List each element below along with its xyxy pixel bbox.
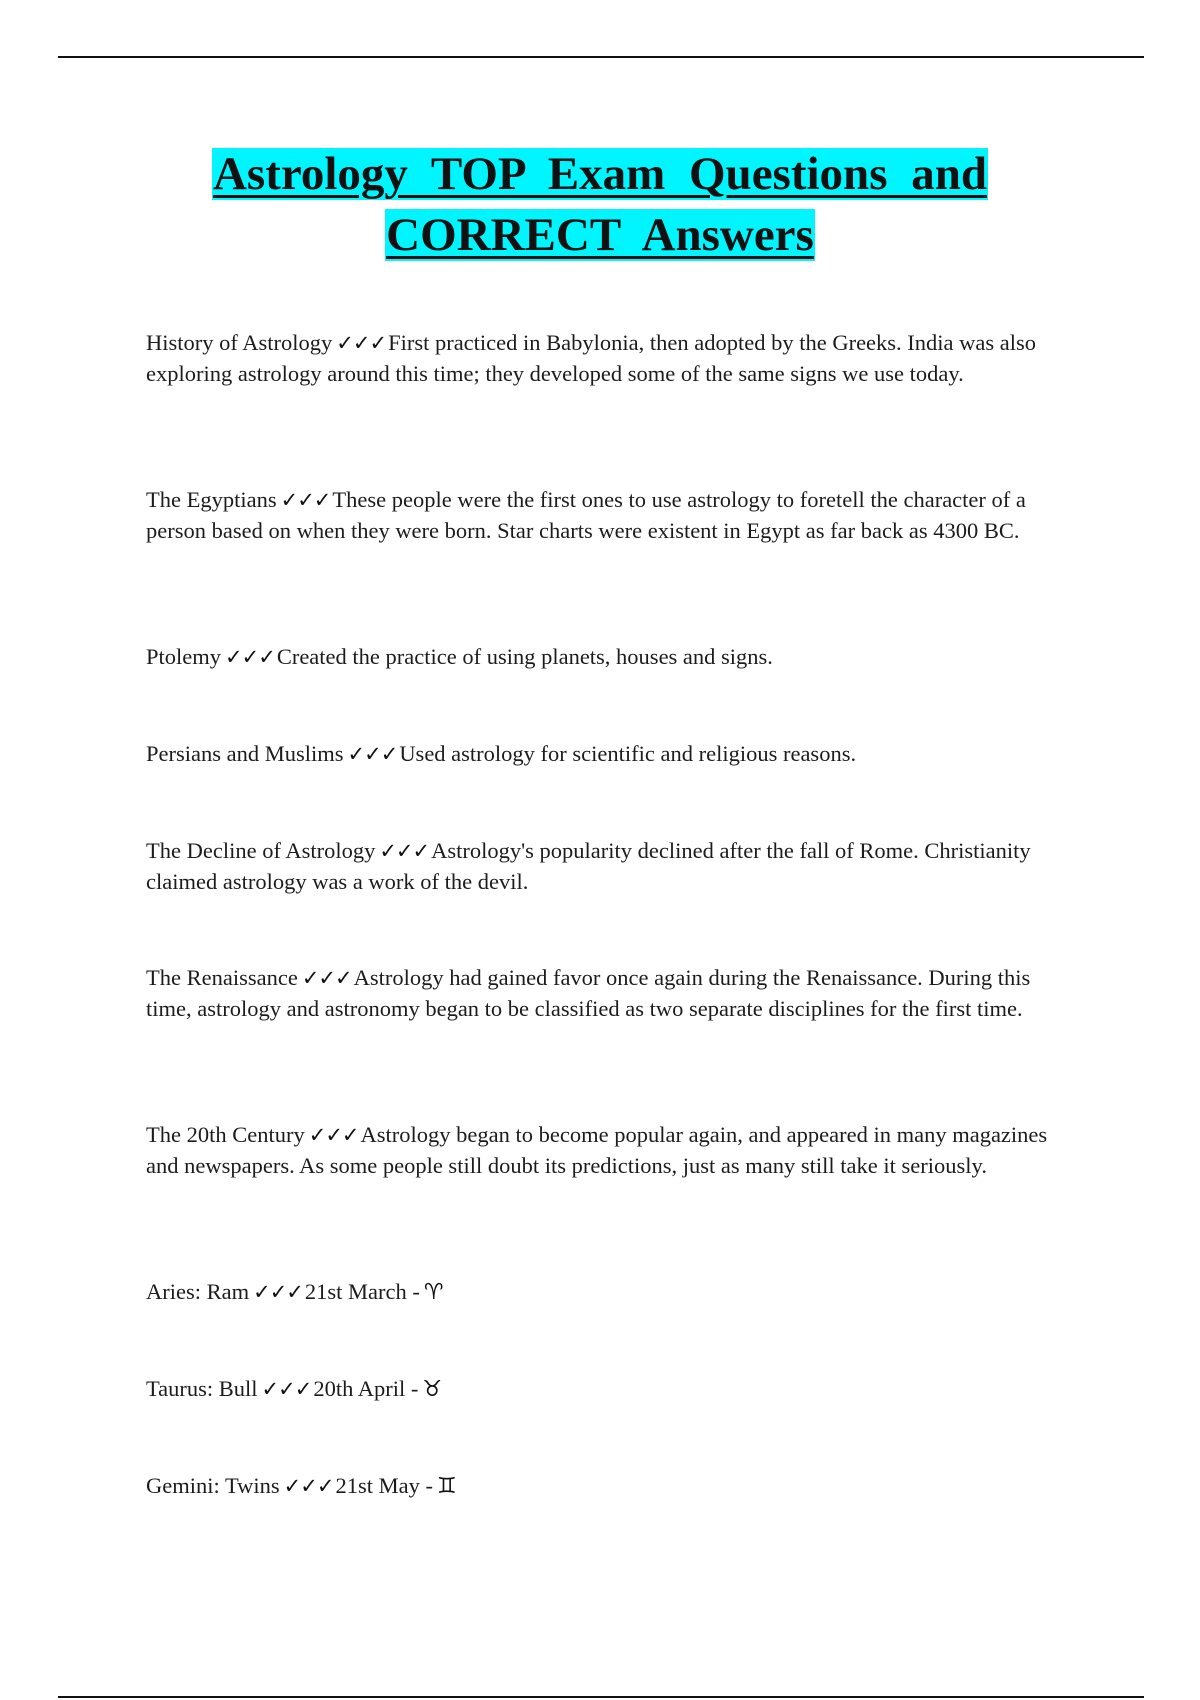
entry-term: Aries: Ram [146,1279,250,1304]
entry-answer: These people were the first ones to use astrology to foretell the character of a person based on when they were born. Star charts were existent in Egypt as far back as 4300 BC. [146,487,1026,543]
entry-term: Ptolemy [146,644,222,669]
check-mark-icon: ✓✓✓ [261,1377,312,1401]
title-line-1: Astrology TOP Exam Questions and [212,148,988,200]
check-mark-icon: ✓✓✓ [347,742,398,766]
check-mark-icon: ✓✓✓ [280,488,331,512]
entry-term: The Decline of Astrology [146,838,376,863]
entry-term: The Renaissance [146,965,298,990]
check-mark-icon: ✓✓✓ [225,645,275,669]
qa-entry-persians-and-muslims [146,739,1066,770]
bottom-divider [58,1696,1144,1698]
entry-term: Gemini: Twins [146,1473,280,1498]
gemini-symbol-icon: ♊ [436,1474,457,1499]
entry-answer: Astrology's popularity declined after the fall of Rome. Christianity claimed astrology was a work of the devil. [146,838,1031,894]
entry-term: The 20th Century [146,1122,305,1147]
qa-entry-history-of-astrology [146,328,1066,389]
title-line-2: CORRECT Answers [386,209,814,261]
check-mark-icon: ✓✓✓ [379,839,430,863]
top-divider [58,56,1144,58]
qa-entry-taurus [146,1374,1066,1406]
entry-term: History of Astrology [146,330,333,355]
entry-answer: Astrology had gained favor once again during the Renaissance. During this time, astrology and astronomy began to be classified as two separate disciplines for the first time. [146,965,1031,1021]
taurus-symbol-icon: ♉ [422,1377,443,1402]
qa-entry-the-renaissance [146,963,1066,1024]
check-mark-icon: ✓✓✓ [253,1280,303,1304]
entry-answer: Used astrology for scientific and religious reasons. [399,741,857,766]
check-mark-icon: ✓✓✓ [301,966,352,990]
qa-entry-decline-of-astrology [146,836,1066,897]
qa-entry-the-20th-century [146,1120,1066,1181]
entry-answer: 20th April - [313,1376,419,1401]
entry-term: Persians and Muslims [146,741,344,766]
check-mark-icon: ✓✓✓ [283,1474,334,1498]
qa-entry-aries [146,1277,1066,1309]
entry-answer: 21st May - [335,1473,433,1498]
qa-entry-the-egyptians [146,485,1066,546]
entry-answer: Created the practice of using planets, houses and signs. [276,644,773,669]
check-mark-icon: ✓✓✓ [308,1123,359,1147]
qa-entry-ptolemy [146,642,1066,673]
entry-answer: 21st March - [304,1279,420,1304]
entry-answer: First practiced in Babylonia, then adopted by the Greeks. India was also exploring astrology around this time; they developed some of the same signs we use today. [146,330,1037,386]
check-mark-icon: ✓✓✓ [336,331,387,355]
qa-entry-gemini [146,1471,1066,1503]
entry-answer: Astrology began to become popular again, and appeared in many magazines and newspapers. As some people still doubt its predictions, just as many still take it seriously. [146,1122,1048,1178]
page-title [0,144,1200,266]
entry-term: The Egyptians [146,487,277,512]
entry-term: Taurus: Bull [146,1376,258,1401]
aries-symbol-icon: ♈ [423,1280,444,1305]
